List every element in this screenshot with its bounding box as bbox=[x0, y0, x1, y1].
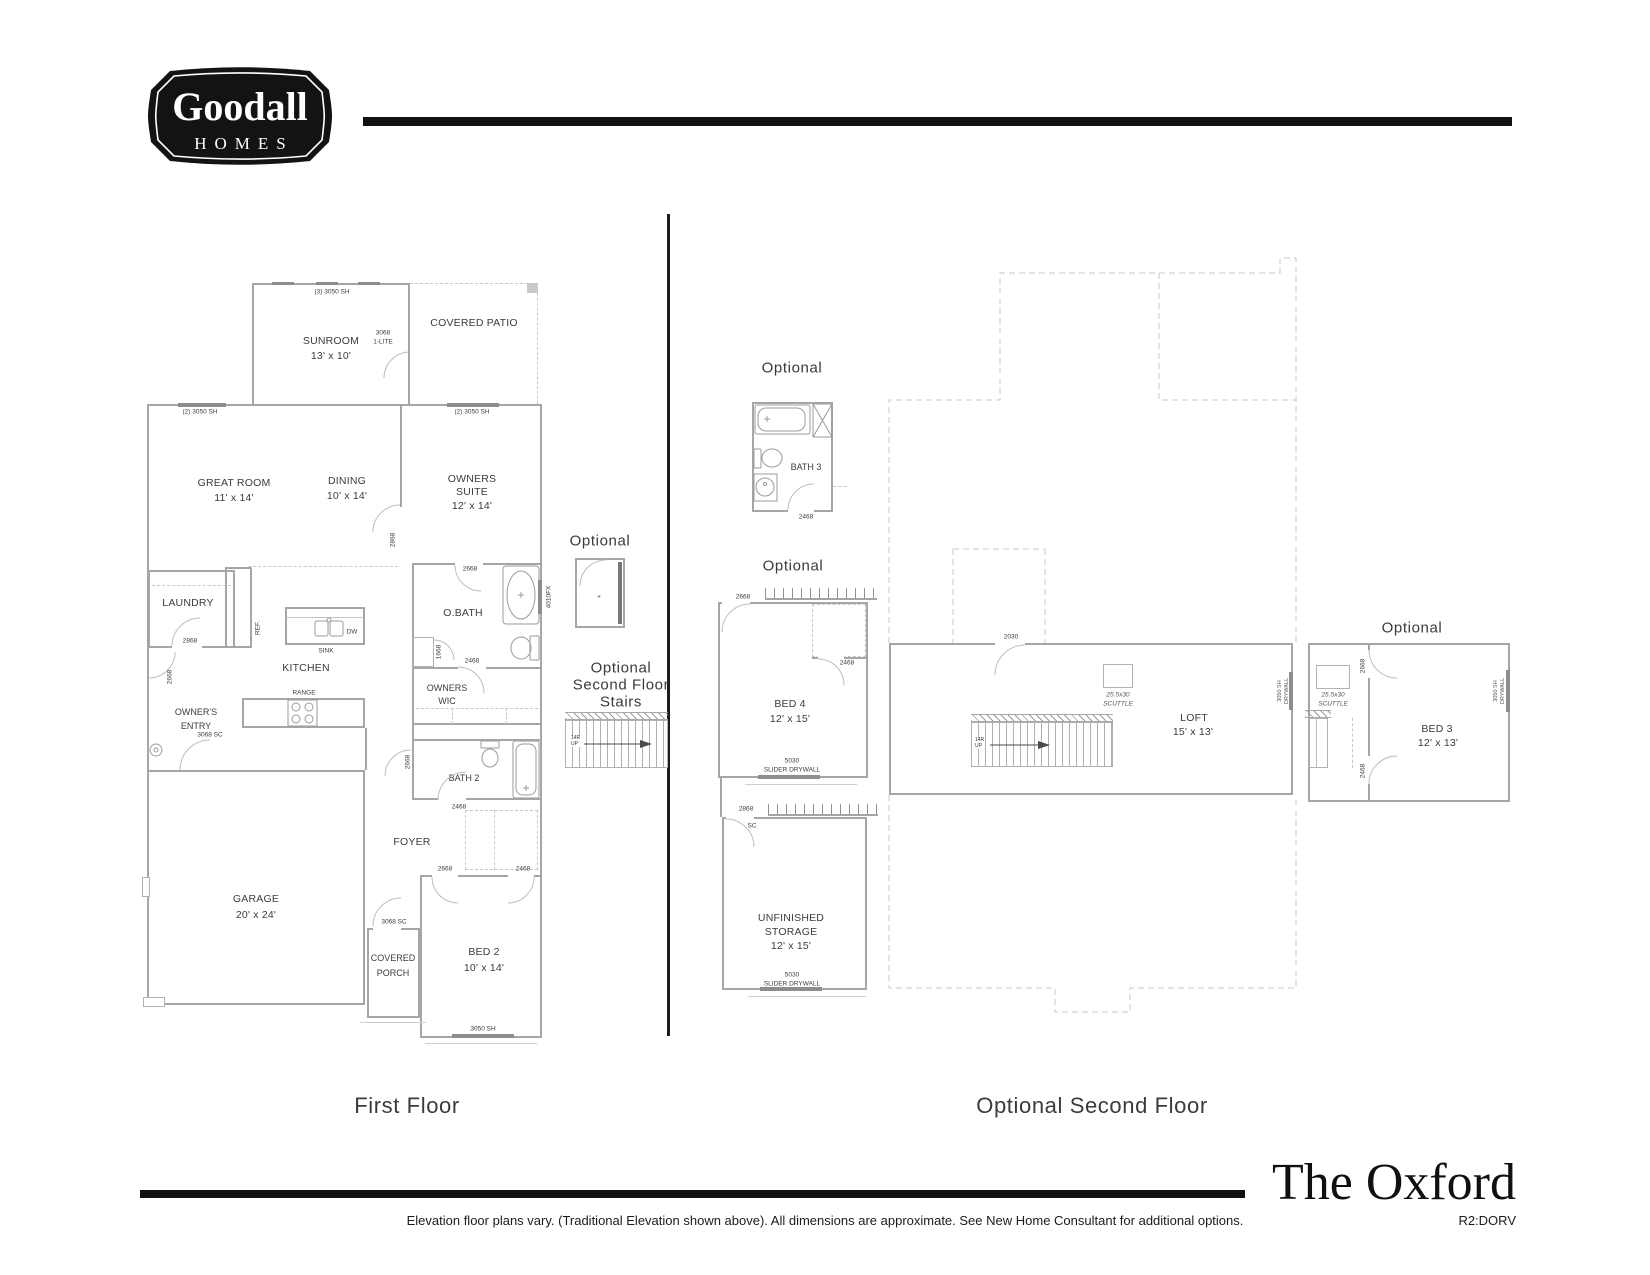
optional-stairs-title2: Second Floor bbox=[572, 676, 670, 694]
suite-window-label: (2) 3050 SH bbox=[454, 408, 490, 416]
toilet-icon bbox=[753, 446, 785, 471]
window-sill bbox=[748, 996, 866, 997]
loft-window-label2: DRYWALL bbox=[1284, 677, 1290, 705]
attic-scuttle bbox=[1103, 664, 1133, 688]
window-sill bbox=[425, 1043, 537, 1044]
goodall-homes-logo bbox=[145, 66, 335, 166]
laundry-door-label: 2868 bbox=[182, 637, 198, 645]
door-opening bbox=[172, 646, 202, 650]
window-sill bbox=[745, 784, 857, 785]
window-marker bbox=[538, 580, 542, 614]
stair-arrow bbox=[988, 738, 1052, 752]
storage-label2: STORAGE bbox=[764, 925, 818, 938]
stair-hatch bbox=[1305, 710, 1331, 718]
suite-door-label: 2868 bbox=[389, 532, 397, 548]
garage-walls bbox=[147, 770, 365, 1005]
stair-hatch bbox=[971, 714, 1113, 722]
door-arc bbox=[1369, 756, 1397, 784]
storage-window-label2: SLIDER DRYWALL bbox=[763, 980, 821, 988]
door-arc bbox=[1369, 650, 1397, 678]
fixture-circle bbox=[148, 742, 164, 758]
garage-entry-door-label: 3068 SC bbox=[197, 731, 223, 739]
optional-bath3-title: Optional bbox=[761, 359, 823, 377]
window-marker bbox=[272, 282, 294, 285]
wic-label: OWNERS bbox=[426, 682, 468, 693]
window-marker bbox=[316, 282, 338, 285]
stair-railing bbox=[765, 588, 877, 600]
bed3-door-label2: 2468 bbox=[1359, 763, 1367, 779]
hall-closet bbox=[465, 810, 538, 873]
footer-rule bbox=[140, 1190, 1245, 1198]
tub-icon bbox=[754, 404, 811, 435]
door-arc bbox=[580, 560, 606, 586]
stair-run: 14R bbox=[571, 735, 581, 741]
stair-run: 14R bbox=[975, 737, 985, 743]
scuttle-label: SCUTTLE bbox=[1318, 700, 1348, 708]
window-marker bbox=[358, 282, 380, 285]
sink-icon bbox=[753, 473, 779, 503]
wall bbox=[365, 728, 367, 770]
stair-dir: UP bbox=[975, 742, 982, 749]
garage-label: GARAGE bbox=[232, 892, 280, 905]
window-marker bbox=[758, 775, 820, 779]
toilet-icon bbox=[478, 740, 502, 768]
plan-name-title: The Oxford bbox=[1271, 1154, 1516, 1211]
garage-door-jamb bbox=[142, 877, 150, 897]
bed2-label: BED 2 bbox=[468, 945, 500, 958]
wall bbox=[720, 778, 722, 817]
tub-icon bbox=[502, 565, 540, 625]
bed3-window-label2: DRYWALL bbox=[1500, 677, 1506, 705]
kitchen-label: KITCHEN bbox=[282, 661, 330, 674]
sunroom-door-label2: 1-LITE bbox=[373, 338, 393, 346]
bed4-closet-door-label: 2468 bbox=[839, 659, 855, 667]
porch-door-label: 3068 SC bbox=[381, 918, 407, 926]
obath-door-label: 2668 bbox=[462, 565, 478, 573]
tub-icon bbox=[512, 740, 540, 799]
bed4-dims: 12' x 15' bbox=[769, 712, 811, 725]
owners-suite-label: OWNERS bbox=[447, 472, 497, 485]
stair-railing bbox=[768, 804, 878, 816]
optional-stairs-title: Optional bbox=[590, 659, 652, 677]
obath-label: O.BATH bbox=[443, 606, 483, 619]
garage-step bbox=[143, 997, 165, 1007]
bed2-door-label: 2668 bbox=[437, 865, 453, 873]
first-floor-caption: First Floor bbox=[354, 1093, 460, 1118]
bath2-label: BATH 2 bbox=[448, 772, 480, 783]
door-arc bbox=[438, 772, 466, 800]
bed2-window-label: 3050 SH bbox=[470, 1025, 496, 1033]
wic-door-label: 2468 bbox=[464, 657, 480, 665]
storage-door-label2: SC bbox=[747, 822, 757, 830]
door-arc bbox=[385, 750, 411, 776]
door-arc bbox=[995, 645, 1025, 675]
obath-window-label: 4010FX bbox=[545, 585, 553, 609]
roof-outline-dashed bbox=[880, 255, 1300, 1015]
bed2-dims: 10' x 14' bbox=[463, 961, 505, 974]
scuttle-label: SCUTTLE bbox=[1103, 700, 1133, 708]
storage-door-label: 2868 bbox=[738, 805, 754, 813]
laundry-shelf bbox=[152, 585, 231, 586]
bed4-window-label: 5030 bbox=[784, 757, 800, 765]
porch-label: COVERED bbox=[370, 952, 416, 963]
wic-shelf bbox=[452, 708, 453, 724]
bed4-closet bbox=[812, 604, 866, 657]
dining-dims: 10' x 14' bbox=[326, 489, 368, 502]
bed3-window-label: 3050 SH bbox=[1493, 680, 1499, 702]
stair-run-label bbox=[570, 736, 581, 747]
wic-shelf bbox=[506, 708, 507, 724]
window-marker bbox=[1506, 670, 1510, 712]
loft-label: LOFT bbox=[1180, 711, 1208, 724]
scuttle-size-label: 25.5x30 bbox=[1106, 691, 1130, 699]
wall-stub-dashed bbox=[833, 486, 847, 487]
stairwell-line bbox=[1316, 718, 1317, 768]
owners-entry-label: OWNER'S bbox=[174, 706, 218, 717]
patio-post bbox=[527, 283, 538, 293]
door-opening bbox=[373, 926, 401, 931]
sunroom-dims: 13' x 10' bbox=[310, 349, 352, 362]
covered-patio-label: COVERED PATIO bbox=[430, 316, 518, 329]
bed4-door-label: 2668 bbox=[735, 593, 751, 601]
sunroom-door-label: 3068 bbox=[375, 329, 391, 337]
bath2-door-label: 2468 bbox=[451, 803, 467, 811]
sunroom-label: SUNROOM bbox=[302, 334, 360, 347]
bed4-label: BED 4 bbox=[774, 697, 806, 710]
stair-run-label bbox=[974, 738, 985, 749]
door-arc bbox=[180, 740, 210, 770]
optional-shower-title: Optional bbox=[569, 532, 631, 550]
window-marker bbox=[447, 403, 499, 407]
header-rule bbox=[363, 117, 1512, 126]
sunroom-window-label: (3) 3050 SH bbox=[314, 288, 350, 296]
scuttle-size-label: 25.5x30 bbox=[1321, 691, 1345, 699]
cabinet-line bbox=[248, 566, 398, 567]
wic-shelf bbox=[416, 708, 538, 709]
storage-dims: 12' x 15' bbox=[770, 939, 812, 952]
bed3-dims: 12' x 13' bbox=[1417, 736, 1459, 749]
owners-suite-dims: 12' x 14' bbox=[451, 499, 493, 512]
bed4-window-label2: SLIDER DRYWALL bbox=[763, 766, 821, 774]
window-marker bbox=[452, 1034, 514, 1038]
sink-label: SINK bbox=[318, 647, 334, 655]
owners-entry-label2: ENTRY bbox=[180, 720, 212, 731]
stair-arrow bbox=[582, 737, 654, 751]
ref-label: REF. bbox=[254, 620, 262, 636]
foyer-label: FOYER bbox=[393, 835, 431, 848]
storage-label: UNFINISHED bbox=[757, 911, 825, 924]
door-arc bbox=[384, 352, 410, 378]
optional-stairs-title3: Stairs bbox=[600, 693, 642, 711]
bath2-hall-door-label: 2668 bbox=[404, 754, 412, 770]
storage-window-label: 5030 bbox=[784, 971, 800, 979]
bath3-door-label: 2468 bbox=[798, 513, 814, 521]
entry-door-label: 2668 bbox=[166, 669, 174, 685]
door-arc bbox=[373, 505, 400, 532]
porch-label2: PORCH bbox=[376, 967, 410, 978]
stairwell-dashed bbox=[1352, 718, 1353, 768]
great-room-dims: 11' x 14' bbox=[214, 491, 254, 504]
covered-patio-walls bbox=[410, 283, 538, 404]
optional-bed4-title: Optional bbox=[762, 557, 824, 575]
logo-wordmark: Goodall bbox=[172, 84, 308, 129]
range-label: RANGE bbox=[292, 689, 316, 697]
door-arc bbox=[432, 877, 458, 903]
plan-divider-line bbox=[667, 214, 670, 1036]
second-floor-caption: Optional Second Floor bbox=[976, 1093, 1208, 1118]
wic-label2: WIC bbox=[438, 695, 456, 706]
garage-dims: 20' x 24' bbox=[235, 908, 277, 921]
door-arc bbox=[722, 604, 750, 632]
bed3-label: BED 3 bbox=[1421, 722, 1453, 735]
range-icon bbox=[287, 699, 318, 727]
attic-scuttle bbox=[1316, 665, 1350, 689]
great-room-label: GREAT ROOM bbox=[197, 476, 271, 489]
bath3-label: BATH 3 bbox=[790, 461, 822, 472]
window-marker bbox=[178, 403, 226, 407]
porch-step bbox=[360, 1022, 426, 1023]
greatroom-window-label: (2) 3050 SH bbox=[182, 408, 218, 416]
owners-suite-label2: SUITE bbox=[456, 485, 488, 498]
stair-hatch bbox=[565, 712, 668, 720]
hall-closet-divider bbox=[494, 810, 495, 870]
bed2-closet-door-label: 2468 bbox=[515, 865, 531, 873]
stair-dir: UP bbox=[571, 740, 578, 747]
loft-dims: 15' x 13' bbox=[1172, 725, 1214, 738]
logo-sub: HOMES bbox=[194, 134, 294, 153]
plan-code: R2:DORV bbox=[1458, 1213, 1516, 1228]
laundry-label: LAUNDRY bbox=[162, 596, 214, 609]
shower-drain: + bbox=[597, 593, 601, 601]
sink-icon bbox=[313, 617, 345, 639]
dining-label: DINING bbox=[328, 474, 366, 487]
door-arc bbox=[508, 877, 534, 903]
dw-label: DW bbox=[346, 628, 358, 636]
disclaimer-text: Elevation floor plans vary. (Traditional Elevation shown above). All dimensions are approximate. See New Home Consultant for additional options. bbox=[406, 1213, 1244, 1228]
toilet-icon bbox=[510, 634, 540, 662]
loft-window-label: 3050 SH bbox=[1277, 680, 1283, 702]
wall bbox=[400, 404, 402, 507]
optional-bed3-title: Optional bbox=[1381, 619, 1443, 637]
loft-door-label: 2030 bbox=[1003, 633, 1019, 641]
ref-closet bbox=[225, 567, 252, 648]
door-arc bbox=[788, 484, 814, 510]
obath-closet bbox=[412, 637, 434, 667]
shower-glass bbox=[618, 562, 622, 624]
obath-closet-door-label: 1668 bbox=[435, 644, 443, 660]
wall bbox=[412, 725, 414, 739]
linen-closet-icon bbox=[812, 403, 833, 438]
stairwell-top bbox=[1308, 718, 1328, 768]
bed3-door-label: 2668 bbox=[1359, 658, 1367, 674]
